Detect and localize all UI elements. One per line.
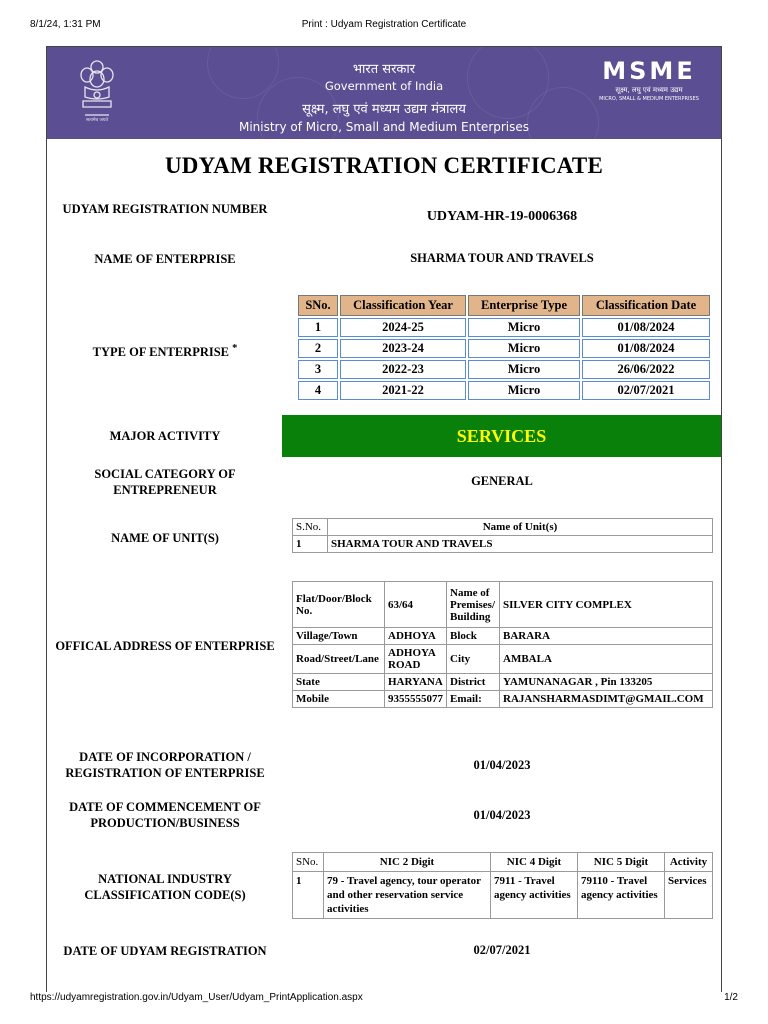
table-cell: State xyxy=(293,674,385,691)
table-cell: 79 - Travel agency, tour operator and other reservation service activities xyxy=(324,872,491,919)
table-header: NIC 4 Digit xyxy=(491,853,578,872)
table-cell: 01/08/2024 xyxy=(582,318,710,337)
enterprise-name-label: NAME OF ENTERPRISE xyxy=(94,252,236,266)
table-header: NIC 5 Digit xyxy=(578,853,665,872)
reg-number-value: UDYAM-HR-19-0006368 xyxy=(426,209,578,224)
major-activity-value: SERVICES xyxy=(282,415,721,457)
print-header xyxy=(0,0,768,40)
table-header: SNo. xyxy=(298,295,338,316)
table-row xyxy=(298,360,710,379)
units-label: NAME OF UNIT(S) xyxy=(111,531,219,545)
table-cell: City xyxy=(447,645,500,674)
msme-logo-english: MICRO, SMALL & MEDIUM ENTERPRISES xyxy=(599,96,699,102)
table-header: Name of Unit(s) xyxy=(328,519,713,536)
certificate-title: UDYAM REGISTRATION CERTIFICATE xyxy=(164,153,603,178)
table-cell: 1 xyxy=(298,318,338,337)
table-cell: Mobile xyxy=(293,691,385,708)
reg-number-label: UDYAM REGISTRATION NUMBER xyxy=(62,202,268,216)
table-cell: AMBALA xyxy=(500,645,713,674)
nic-table xyxy=(292,852,713,919)
table-cell: District xyxy=(447,674,500,691)
government-english-text: Government of India xyxy=(324,79,444,93)
msme-logo-hindi: सूक्ष्म, लघु एवं मध्यम उद्यम xyxy=(615,86,683,94)
table-cell: 26/06/2022 xyxy=(582,360,710,379)
table-header: S.No. xyxy=(293,519,328,536)
table-row xyxy=(298,295,710,316)
address-label: OFFICAL ADDRESS OF ENTERPRISE xyxy=(55,639,275,653)
table-row xyxy=(293,691,713,708)
table-cell: RAJANSHARMASDIMT@GMAIL.COM xyxy=(500,691,713,708)
table-cell: 79110 - Travel agency activities xyxy=(578,872,665,919)
table-cell: 4 xyxy=(298,381,338,400)
table-cell: 2021-22 xyxy=(340,381,466,400)
enterprise-type-label: TYPE OF ENTERPRISE * xyxy=(92,343,238,360)
social-category-label: SOCIAL CATEGORY OF ENTREPRENEUR xyxy=(94,467,236,497)
table-header: Enterprise Type xyxy=(468,295,580,316)
table-header: NIC 2 Digit xyxy=(324,853,491,872)
table-row xyxy=(293,628,713,645)
government-banner xyxy=(47,47,721,139)
nic-label: NATIONAL INDUSTRY CLASSIFICATION CODE(S) xyxy=(84,872,246,902)
table-cell: SILVER CITY COMPLEX xyxy=(500,582,713,628)
msme-logo-text: MSME xyxy=(602,57,696,85)
table-cell: Micro xyxy=(468,360,580,379)
table-row xyxy=(298,339,710,358)
table-cell: Name of Premises/ Building xyxy=(447,582,500,628)
table-cell: Road/Street/Lane xyxy=(293,645,385,674)
ministry-english-text: Ministry of Micro, Small and Medium Enterprises xyxy=(238,120,530,134)
page-number: 1/2 xyxy=(724,992,738,1003)
table-cell: YAMUNANAGAR , Pin 133205 xyxy=(500,674,713,691)
enterprise-type-table xyxy=(296,293,712,402)
table-cell: 63/64 xyxy=(385,582,447,628)
commencement-label: DATE OF COMMENCEMENT OF PRODUCTION/BUSINESS xyxy=(69,800,261,830)
table-cell: Email: xyxy=(447,691,500,708)
incorporation-label: DATE OF INCORPORATION / REGISTRATION OF ENTERPRISE xyxy=(65,750,265,780)
table-cell: HARYANA xyxy=(385,674,447,691)
print-footer xyxy=(0,992,768,1012)
table-cell: Micro xyxy=(468,318,580,337)
asterisk: * xyxy=(232,343,238,354)
table-header-row xyxy=(293,853,713,872)
table-cell: Services xyxy=(665,872,713,919)
address-table xyxy=(292,581,713,708)
udyam-date-label: DATE OF UDYAM REGISTRATION xyxy=(63,944,267,958)
table-cell: 01/08/2024 xyxy=(582,339,710,358)
table-cell: 02/07/2021 xyxy=(582,381,710,400)
table-cell: BARARA xyxy=(500,628,713,645)
table-cell: Micro xyxy=(468,381,580,400)
table-cell: 1 xyxy=(293,872,324,919)
ministry-hindi-text: सूक्ष्म, लघु एवं मध्यम उद्यम मंत्रालय xyxy=(302,102,466,117)
table-cell: 3 xyxy=(298,360,338,379)
table-cell: Flat/Door/Block No. xyxy=(293,582,385,628)
table-cell: 9355555077 xyxy=(385,691,447,708)
table-header: SNo. xyxy=(293,853,324,872)
print-datetime: 8/1/24, 1:31 PM xyxy=(30,19,101,30)
table-row xyxy=(298,318,710,337)
table-cell: ADHOYA xyxy=(385,628,447,645)
certificate xyxy=(46,46,722,992)
page-url: https://udyamregistration.gov.in/Udyam_User/Udyam_PrintApplication.aspx xyxy=(30,992,363,1003)
table-header: Classification Year xyxy=(340,295,466,316)
table-cell: 2 xyxy=(298,339,338,358)
table-row xyxy=(293,674,713,691)
table-cell: 2022-23 xyxy=(340,360,466,379)
table-row xyxy=(293,872,713,919)
table-row xyxy=(298,381,710,400)
major-activity-label: MAJOR ACTIVITY xyxy=(109,429,221,443)
table-header: Classification Date xyxy=(582,295,710,316)
table-header-row xyxy=(293,519,713,536)
incorporation-date: 01/04/2023 xyxy=(473,758,531,772)
svg-text:सत्यमेव जयते: सत्यमेव जयते xyxy=(85,118,109,123)
table-cell: Block xyxy=(447,628,500,645)
enterprise-name-value: SHARMA TOUR AND TRAVELS xyxy=(410,251,594,265)
table-cell: ADHOYA ROAD xyxy=(385,645,447,674)
social-category-value: GENERAL xyxy=(471,474,533,488)
table-cell: Village/Town xyxy=(293,628,385,645)
udyam-date: 02/07/2021 xyxy=(473,943,531,957)
table-cell: Micro xyxy=(468,339,580,358)
table-cell: SHARMA TOUR AND TRAVELS xyxy=(328,536,713,553)
units-table xyxy=(292,518,713,553)
commencement-date: 01/04/2023 xyxy=(473,808,531,822)
table-cell: 7911 - Travel agency activities xyxy=(491,872,578,919)
table-cell: 2024-25 xyxy=(340,318,466,337)
table-cell: 2023-24 xyxy=(340,339,466,358)
msme-logo xyxy=(597,57,701,103)
table-row xyxy=(293,582,713,628)
government-hindi-text: भारत सरकार xyxy=(352,62,416,77)
table-cell: 1 xyxy=(293,536,328,553)
table-row xyxy=(293,645,713,674)
table-row xyxy=(293,536,713,553)
print-page-title: Print : Udyam Registration Certificate xyxy=(301,19,467,30)
table-header: Activity xyxy=(665,853,713,872)
